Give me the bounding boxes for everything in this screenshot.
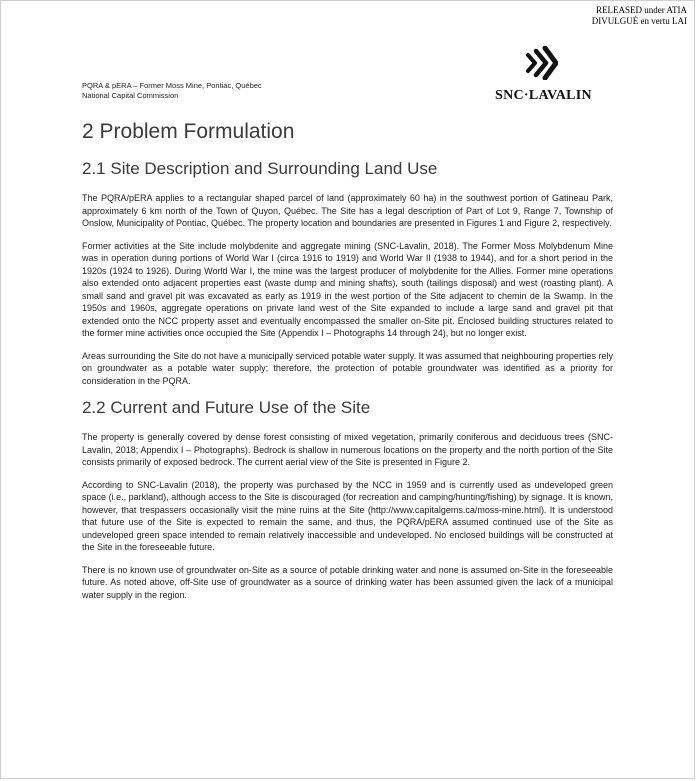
paragraph: According to SNC-Lavalin (2018), the property was purchased by the NCC in 1959 and is currently used as undeveloped green space (i.e., parkland), although access to the Site is discouraged (for recreation and camping/hunting/fishing) by signage. It is known, however, that trespassers occasionally visit the mine ruins at the Site (http://www.capitalgems.ca/moss-mine.html). It is understood that future use of the Site is expected to remain the same, and thus, the PQRA/pERA assumed continued use of the Site as undeveloped green space intended to remain relatively inaccessible and undeveloped. No enclosed buildings will be constructed at the Site in the foreseeable future. bbox=[82, 479, 613, 552]
header-client-line: National Capital Commission bbox=[82, 91, 179, 100]
paragraph: The property is generally covered by dense forest consisting of mixed vegetation, primarily coniferous and deciduous trees (SNC-Lavalin, 2018; Appendix I – Photographs). Bedrock is shallow in numerous locations on the property and the north portion of the Site consists primarily of exposed bedrock. The current aerial view of the Site is presented in Figure 2. bbox=[82, 432, 613, 467]
section-title: 2 Problem Formulation bbox=[82, 120, 295, 143]
release-stamp-line-1: RELEASED under ATIA bbox=[596, 5, 687, 15]
document-header bbox=[82, 81, 262, 101]
logo-wordmark: SNC·LAVALIN bbox=[495, 88, 592, 103]
snc-lavalin-arrow-logo-icon bbox=[524, 46, 558, 80]
paragraph: There is no known use of groundwater on-Site as a source of potable drinking water and none is assumed on-Site in the foreseeable future. As noted above, off-Site use of groundwater as a source of drinking water has been assumed given the lack of a municipal water supply in the region. bbox=[82, 564, 613, 600]
company-logo bbox=[495, 46, 619, 106]
paragraph: Areas surrounding the Site do not have a municipally serviced potable water supply. It was assumed that neighbouring properties rely on groundwater as a potable water supply; therefore, the protection of potable groundwater was identified as a priority for consideration in the PQRA. bbox=[82, 350, 613, 386]
header-project-line: PQRA & pERA – Former Moss Mine, Pontiac, Québec bbox=[82, 81, 262, 90]
release-stamp-line-2: DIVULGUÉ en vertu LAI bbox=[591, 16, 687, 26]
paragraph: Former activities at the Site include molybdenite and aggregate mining (SNC-Lavalin, 2018). The Former Moss Molybdenum Mine was in operation during portions of World War I (circa 1916 to 1919) and World War II (1938 to 1944), and for a short period in the 1920s (1924 to 1926). During World War I, the mine was the largest producer of molybdenite for the Allies. Former mine operations also extended onto adjacent properties east (waste dump and mining shafts), south (tailings disposal) and west (roasting plant). A small sand and gravel pit was excavated as early as 1919 in the west portion of the Site adjacent to chemin de la Swamp. In the 1950s and 1960s, aggregate operations on private land west of the Site expanded to include a large sand and gravel pit that extended onto the NCC property asset and eventually encompassed the smaller on-Site pit. Enclosed building structures related to the former mine activities once occupied the Site (Appendix I – Photographs 14 through 24), but no longer exist. bbox=[82, 240, 613, 338]
paragraph: The PQRA/pERA applies to a rectangular shaped parcel of land (approximately 60 ha) in the southwest portion of Gatineau Park, approximately 6 km north of the Town of Quyon, Québec. The Site has a legal description of Part of Lot 9, Range 7, Township of Onslow, Municipality of Pontiac, Québec. The property location and boundaries are presented in Figures 1 and Figure 2, respectively. bbox=[82, 193, 613, 228]
document-body bbox=[82, 118, 613, 611]
subsection-title-2-2: 2.2 Current and Future Use of the Site bbox=[82, 398, 371, 417]
release-stamp bbox=[592, 5, 687, 27]
subsection-title-2-1: 2.1 Site Description and Surrounding Land Use bbox=[82, 159, 438, 178]
